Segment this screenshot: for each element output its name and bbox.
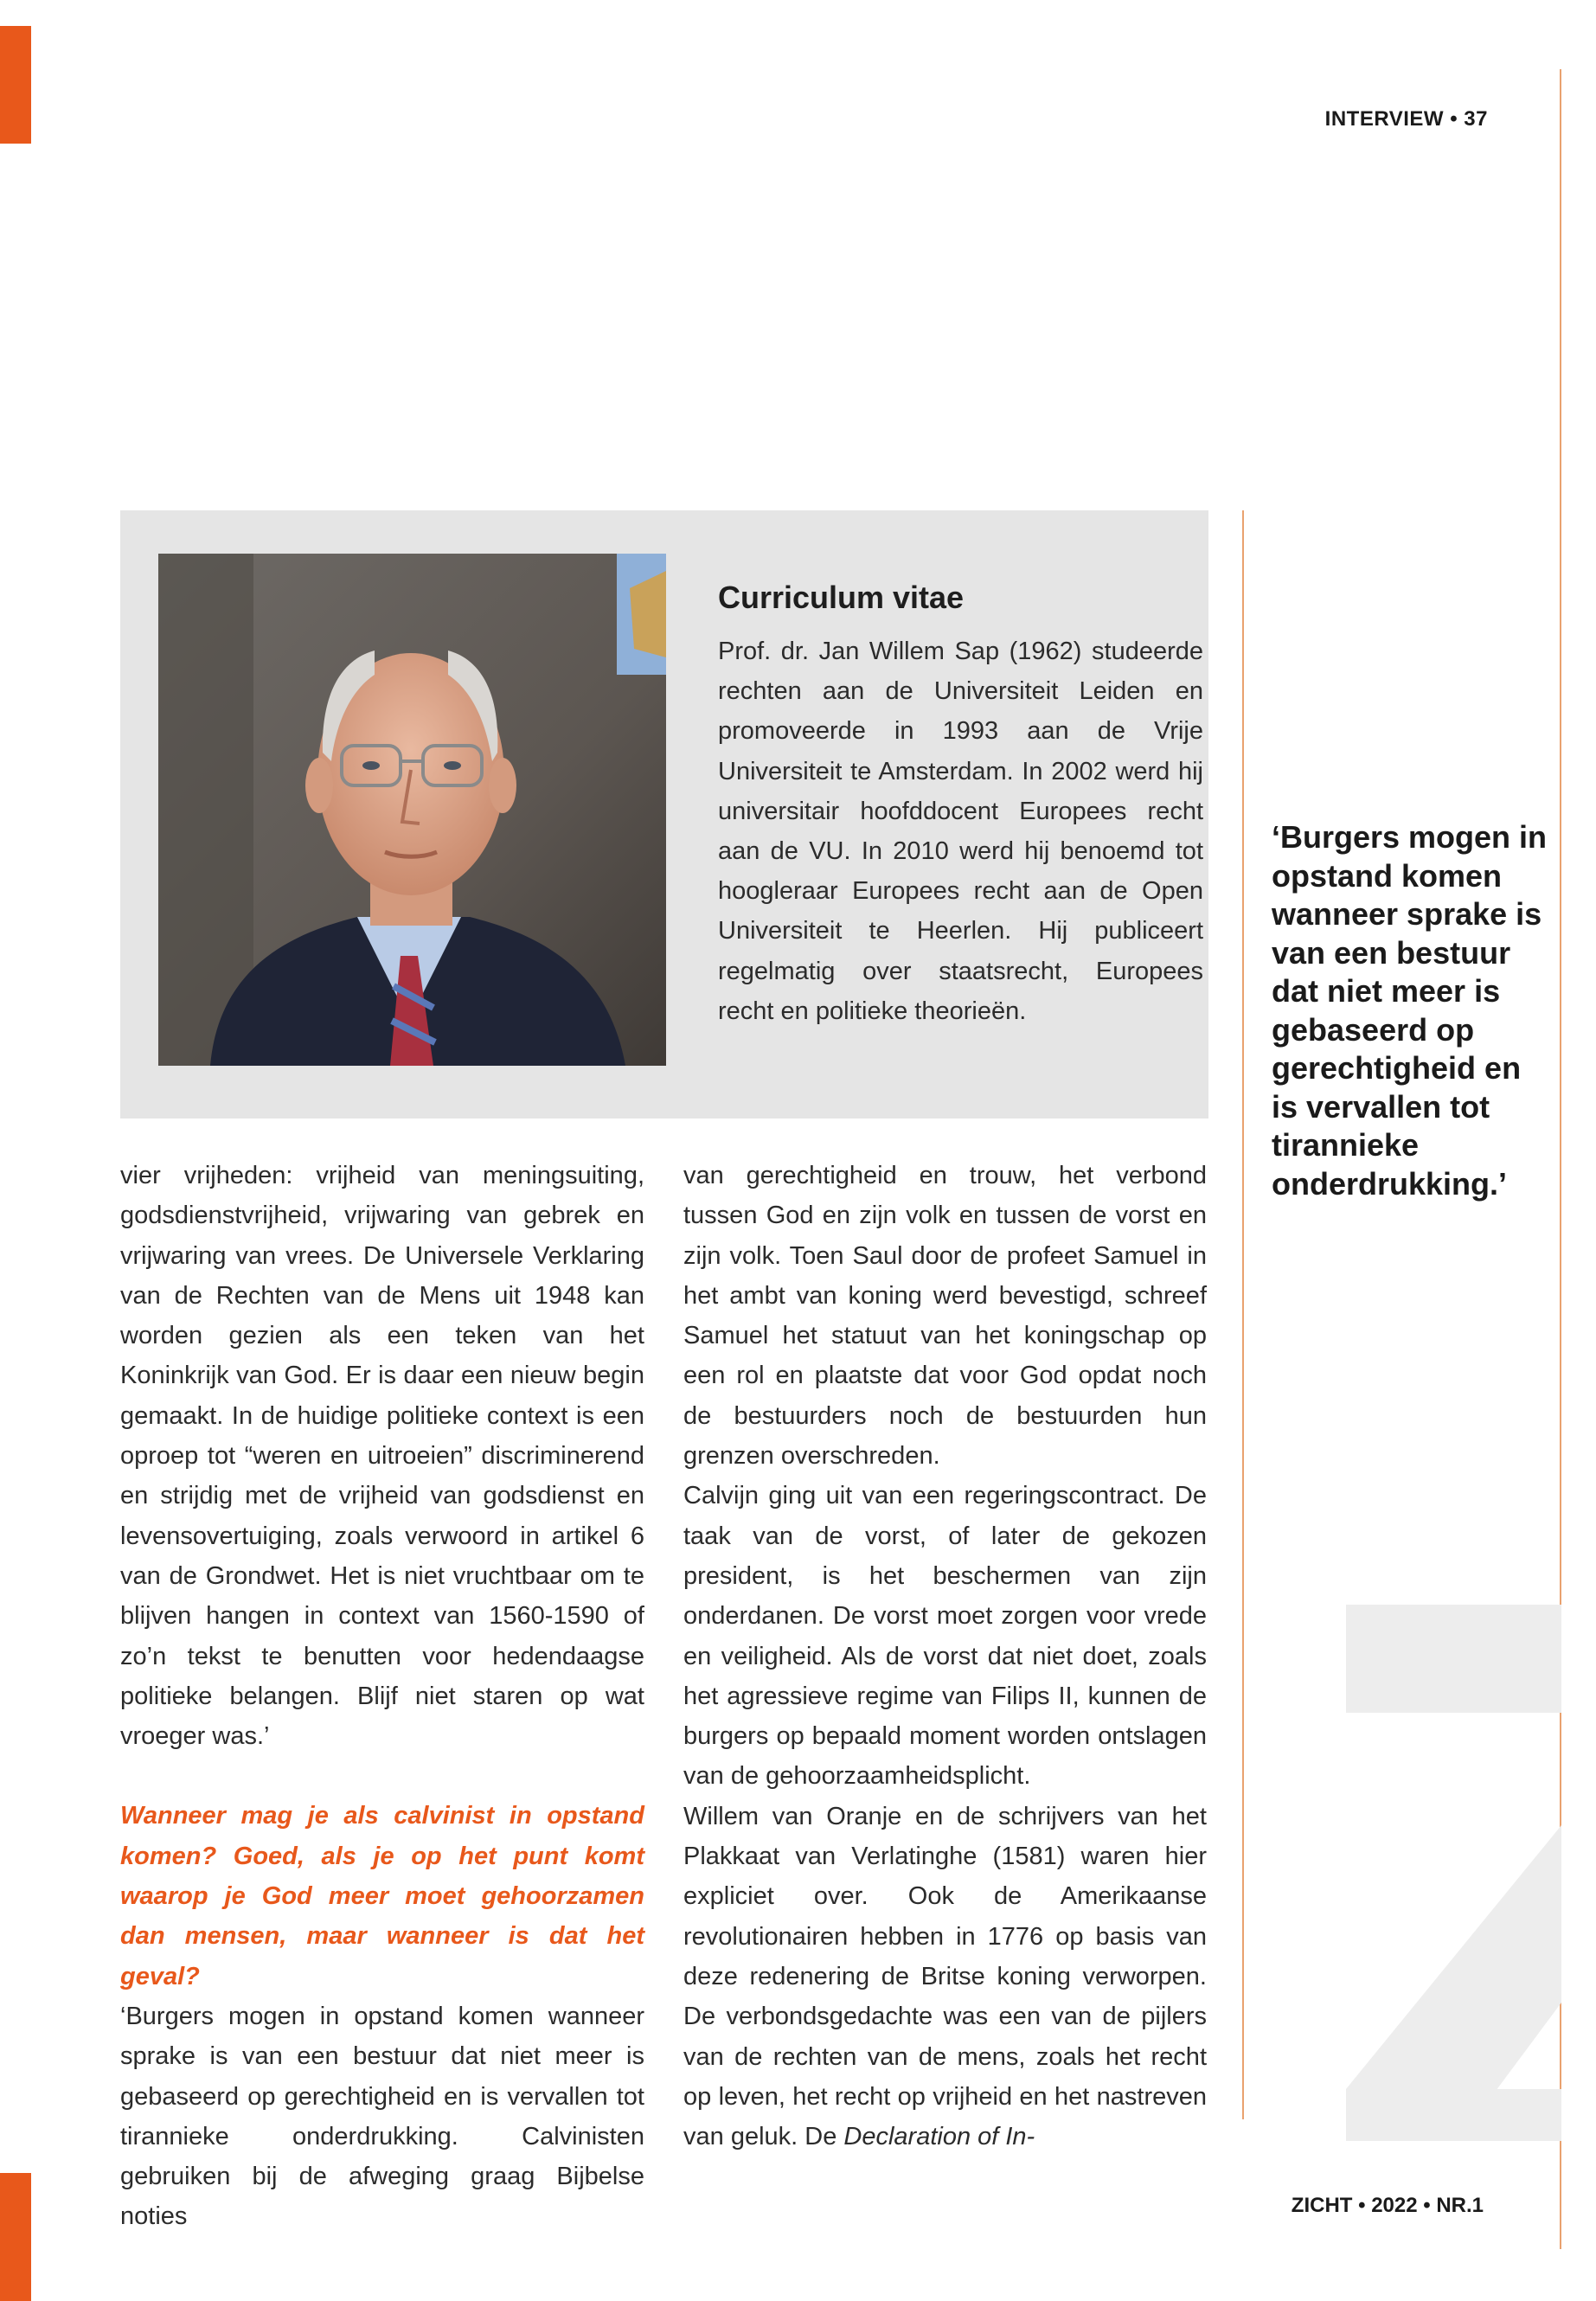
cv-title: Curriculum vitae (718, 580, 965, 615)
portrait-illustration (158, 554, 666, 1066)
article-paragraph: van gerechtigheid en trouw, het verbond tussen God en zijn volk en tussen de vorst en zijn volk. Toen Saul door de profeet Samuel in het ambt van koning werd bevestigd, schreef Samuel het statuut van het koningschap op een rol en plaatste dat voor God opdat noch de bestuurders noch de bestuurden hun grenzen overschreden. (683, 1162, 1207, 1471)
pull-quote: ‘Burgers mogen in opstand komen wanneer sprake is van een bestuur dat niet meer is gebaseerd op gerechtigheid en is vervallen tot tirannieke onderdrukking.’ (1272, 819, 1548, 1202)
pull-quote-rule (1242, 510, 1244, 2119)
cv-box (120, 510, 1208, 1118)
z-shape (1346, 1605, 1561, 2141)
running-header: INTERVIEW • 37 (1324, 107, 1488, 131)
running-footer: ZICHT • 2022 • NR.1 (1291, 2194, 1484, 2217)
article-paragraph: ‘Burgers mogen in opstand komen wanneer sprake is van een bestuur dat niet meer is gebaseerd op gerechtigheid en is vervallen tot tirannieke onderdrukking. Calvinisten gebruiken bij de afweging graag Bijbelse noties (120, 2002, 644, 2231)
article-column-left (120, 1156, 644, 2237)
cv-text: Prof. dr. Jan Willem Sap (1962) studeerde rechten aan de Universiteit Leiden en promoveerde in 1993 aan de Vrije Universiteit te Amsterdam. In 2002 werd hij universitair hoofddocent Europees recht aan de VU. In 2010 werd hij benoemd tot hoogleraar Europees recht aan de Open Universiteit te Heerlen. Hij publiceert regelmatig over staatsrecht, Europees recht en politieke theorieën. (718, 638, 1203, 1025)
article-column-middle (683, 1156, 1207, 2157)
article-paragraph: Calvijn ging uit van een regeringscontract. De taak van de vorst, of later de gekozen president, is het beschermen van zijn onderdanen. De vorst moet zorgen voor vrede en veiligheid. Als de vorst dat niet doet, zoals het agressieve regime van Filips II, kunnen de burgers op bepaald moment worden ontslagen van de gehoorzaamheidsplicht. (683, 1482, 1207, 1791)
portrait-photo (158, 554, 666, 1066)
accent-bar-bottom (0, 2173, 31, 2301)
decorative-z-graphic (1346, 1605, 1561, 2141)
article-text-italic: Declaration of In- (843, 2123, 1035, 2151)
accent-bar-top (0, 26, 31, 144)
article-paragraph: vier vrijheden: vrijheid van meningsuiting, godsdienstvrijheid, vrijwaring van gebrek en vrijwaring van vrees. De Universele Verklaring van de Rechten van de Mens uit 1948 kan worden gezien als een teken van het Koninkrijk van God. Er is daar een nieuw begin gemaakt. In de huidige politieke context is een oproep tot “weren en uitroeien” discriminerend en strijdig met de vrijheid van godsdienst en levensovertuiging, zoals verwoord in artikel 6 van de Grondwet. Het is niet vruchtbaar om te blijven hangen in context van 1560-1590 of zo’n tekst te benutten voor hedendaagse politieke belangen. Blijf niet staren op wat vroeger was.’ (120, 1162, 644, 1751)
article-text: Willem van Oranje en de schrijvers van het Plakkaat van Verlatinghe (1581) waren hier expliciet over. Ook de Amerikaanse revolutionairen hebben in 1776 op basis van deze redenering de Britse koning verworpen. De verbondsgedachte was een van de pijlers van de rechten van de mens, zoals het recht op leven, het recht op vrijheid en het nastreven van geluk. De (683, 1802, 1207, 2151)
interview-question: Wanneer mag je als calvinist in opstand komen? Goed, als je op het punt komt waarop je God meer moet gehoorzamen dan mensen, maar wanneer is dat het geval? (120, 1802, 644, 1990)
article-paragraph (683, 1797, 1207, 2157)
